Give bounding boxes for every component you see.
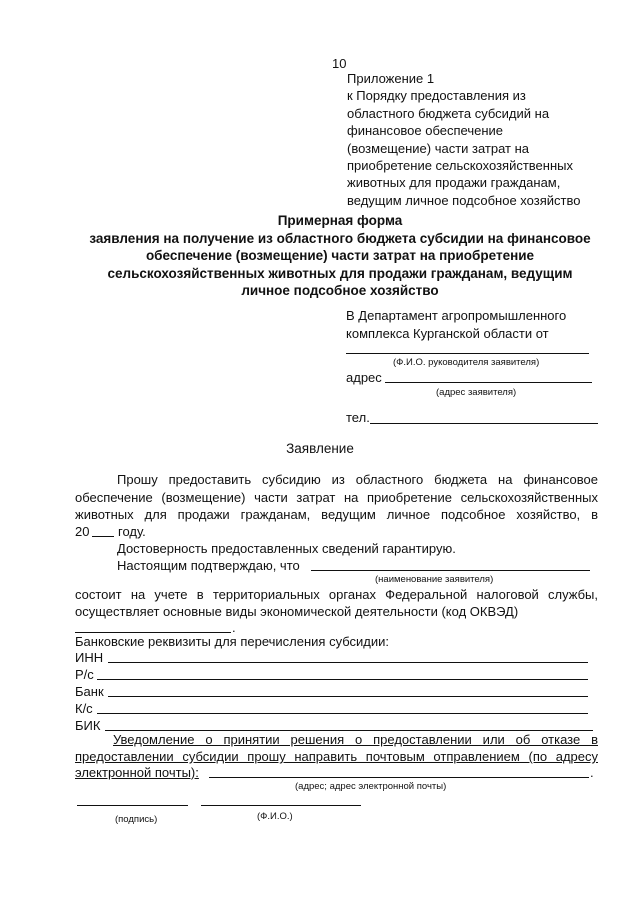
form-title-line: Примерная форма (277, 213, 403, 228)
signer-name-caption: (Ф.И.О.) (257, 811, 293, 822)
phone-label: тел. (346, 410, 370, 425)
signature-caption: (подпись) (115, 814, 158, 825)
annex-line: Приложение 1 (347, 71, 435, 86)
annex-line: приобретение сельскохозяйственных (347, 158, 573, 174)
form-title (60, 212, 620, 300)
statement-p4-line-1: состоит на учете в территориальных органах Федеральной налоговой службы, (75, 587, 598, 602)
corr-account-label: К/с (75, 701, 93, 716)
applicant-head-name-field[interactable] (346, 353, 589, 354)
annex-line: финансовое обеспечение (347, 123, 504, 139)
annex-block (347, 70, 617, 209)
address-label: адрес (346, 370, 382, 385)
notice-line-2: предоставлении субсидии прошу направить почтовым отправлением (по адресу (75, 749, 598, 764)
notice-line-1: Уведомление о принятии решения о предоставлении или об отказе в (113, 732, 598, 747)
addressee-line-2: комплекса Курганской области от (346, 326, 549, 341)
signer-name-field[interactable] (201, 805, 361, 806)
address-caption: (адрес заявителя) (436, 387, 517, 398)
signature-field[interactable] (77, 805, 188, 806)
statement-p1-line-1: Прошу предоставить субсидию из областного бюджета на финансовое (117, 472, 598, 487)
year-prefix: 20 (75, 524, 90, 539)
page-number: 10 (332, 56, 347, 71)
email-field[interactable] (209, 777, 589, 778)
account-field[interactable] (97, 679, 588, 680)
email-caption: (адрес; адрес электронной почты) (295, 781, 447, 792)
annex-line: животных для продажи гражданам, (347, 175, 561, 191)
annex-line: к Порядку предоставления из (347, 88, 526, 104)
inn-label: ИНН (75, 650, 104, 665)
statement-p1-line-3: животных для продажи гражданам, ведущим личное подсобное хозяйство, в (75, 507, 598, 522)
applicant-name-caption: (наименование заявителя) (375, 574, 494, 585)
okved-field[interactable] (75, 632, 231, 633)
notice-end: . (590, 765, 594, 780)
form-title-line: личное подсобное хозяйство (241, 283, 439, 298)
year-field[interactable] (92, 536, 114, 537)
statement-heading: Заявление (286, 441, 354, 456)
year-suffix: году. (118, 524, 146, 539)
annex-line: областного бюджета субсидий на (347, 105, 550, 121)
bank-label: Банк (75, 684, 104, 699)
form-title-line: обеспечение (возмещение) части затрат на приобретение (145, 248, 535, 263)
statement-p2: Достоверность предоставленных сведений гарантирую. (117, 541, 456, 556)
statement-p4-line-2: осуществляет основные виды экономической деятельности (код ОКВЭД) (75, 604, 519, 619)
okved-end: . (232, 620, 236, 635)
applicant-head-name-caption: (Ф.И.О. руководителя заявителя) (393, 357, 540, 368)
form-title-line: заявления на получение из областного бюджета субсидии на финансовое (89, 230, 591, 246)
applicant-name-field[interactable] (311, 570, 590, 571)
statement-p1-line-2: обеспечение (возмещение) части затрат на приобретение сельскохозяйственных (75, 490, 598, 505)
bank-heading: Банковские реквизиты для перечисления субсидии: (75, 634, 389, 649)
bank-field[interactable] (108, 696, 588, 697)
account-label: Р/с (75, 667, 94, 682)
annex-line: ведущим личное подсобное хозяйство (347, 192, 581, 208)
bik-field[interactable] (105, 730, 593, 731)
statement-p3: Настоящим подтверждаю, что (117, 558, 300, 573)
annex-line: (возмещение) части затрат на (347, 140, 530, 156)
address-field[interactable] (385, 382, 592, 383)
form-title-line: сельскохозяйственных животных для продажи гражданам, ведущим (107, 265, 573, 281)
addressee-line-1: В Департамент агропромышленного (346, 308, 567, 323)
phone-field[interactable] (370, 423, 598, 424)
addressee (346, 307, 566, 343)
bik-label: БИК (75, 718, 101, 733)
corr-account-field[interactable] (97, 713, 588, 714)
notice-line-3: электронной почты): (75, 765, 199, 780)
inn-field[interactable] (108, 662, 588, 663)
